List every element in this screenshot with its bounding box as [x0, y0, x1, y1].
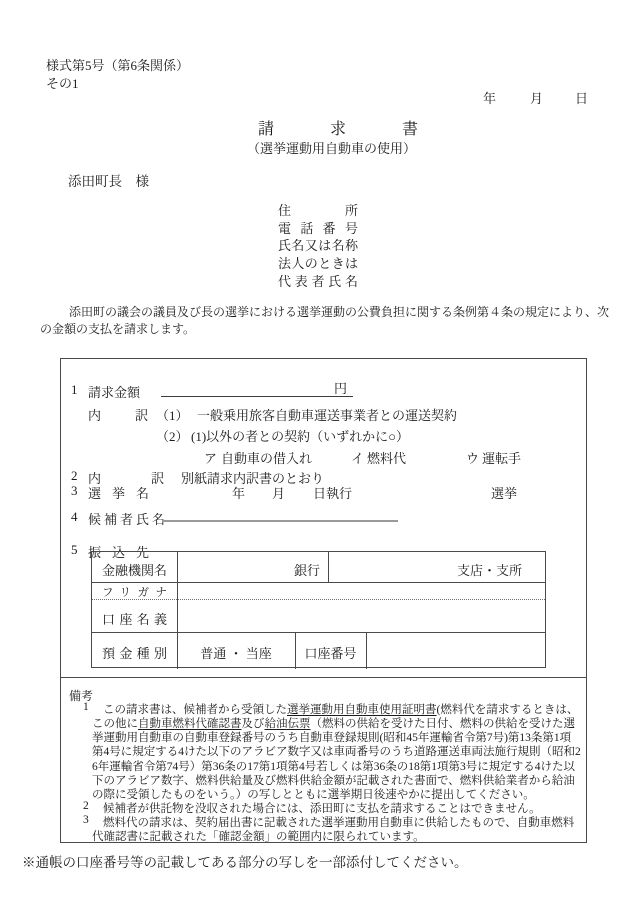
- remark3-no: 3: [83, 814, 89, 826]
- remark1-no: 1: [83, 701, 89, 713]
- remark3-line2: 代確認書に記載された「確認金額」の範囲内に限られています。: [92, 831, 425, 843]
- date-month-label: 月: [530, 91, 544, 106]
- label-furigana: フリガナ: [102, 587, 167, 599]
- addressee: 添田町長 様: [68, 174, 149, 189]
- item1-label: 請求金額: [88, 385, 141, 400]
- remark2-line1: 候補者が供託物を没収された場合には、添田町に支払を請求することはできません。: [103, 803, 541, 815]
- applicant-label-corporate1: 法人のときは: [278, 256, 358, 272]
- breakdown2-no: （2）: [156, 429, 189, 444]
- option-b-label: 燃料代: [367, 451, 407, 466]
- item2-no: 2: [71, 468, 78, 483]
- remark1-line4: 第4号に規定する4けた以下のアラビア数字又は車両番号のうち道路運送車両法施行規則（昭和2: [92, 746, 581, 758]
- option-a-label: 自動車の借入れ: [221, 451, 313, 466]
- item5-label: 振込先: [88, 545, 149, 560]
- doc-subtitle: （選挙運動用自動車の使用）: [247, 141, 417, 156]
- item1-sub-label: 内訳: [88, 408, 148, 423]
- deposit-options: 普通 ・ 当座: [200, 646, 272, 661]
- remark3-line1: 燃料代の請求は、契約届出書に記載された選挙運動用自動車に供給したもので、自動車燃料: [103, 817, 575, 829]
- form-code-sub: その1: [46, 76, 79, 91]
- remark1-line2-c: 及び: [241, 718, 265, 730]
- remark1-line2-e: （燃料の供給を受けた日付、燃料の供給を受けた選: [310, 718, 575, 730]
- remark1-line1-underlined: 選挙運動用自動車使用証明書: [287, 704, 437, 716]
- remark1-line1-c: (燃料代を請求するときは、: [436, 704, 579, 716]
- section-divider: [61, 677, 586, 678]
- item4-label: 候補者氏名: [88, 512, 169, 527]
- claim-box: [60, 358, 587, 843]
- intro-line1: 添田町の議会の議員及び長の選挙における選挙運動の公費負担に関する条例第４条の規定により、次: [69, 305, 610, 319]
- remark1-line3: 挙運動用自動車の自動車登録番号のうち自動車登録規則(昭和45年運輸省令第7号)第13条第1項: [92, 732, 572, 744]
- breakdown1-no: （1）: [156, 408, 189, 423]
- form-code: 様式第5号（第6条関係）: [46, 58, 190, 73]
- candidate-blank-line: [162, 509, 398, 522]
- option-c-key: ウ: [466, 451, 480, 466]
- item3-suffix: 選挙: [491, 486, 518, 501]
- applicant-label-phone: 電話番号: [278, 220, 358, 236]
- item3-month-label: 月: [272, 486, 286, 501]
- remark2-no: 2: [83, 800, 89, 812]
- item5-no: 5: [71, 542, 78, 557]
- item4-no: 4: [71, 509, 78, 524]
- remarks-title: 備考: [69, 689, 94, 703]
- item3-day-label: 日執行: [313, 486, 353, 501]
- date-day-label: 日: [575, 91, 589, 106]
- breakdown1-text: 一般乗用旅客自動車運送事業者との運送契約: [197, 408, 458, 423]
- intro-line2: の金額の支払を請求します。: [40, 322, 196, 336]
- applicant-label-name: 氏名又は名称: [278, 238, 358, 254]
- table-col-divider-accno: [366, 632, 367, 669]
- item2-label: 内訳: [88, 471, 164, 486]
- remark1-line6: 下のアラビア数字、燃料供給量及び燃料供給金額が記載された書面で、燃料供給業者から給油: [92, 775, 575, 787]
- footer-note: ※通帳の口座番号等の記載してある部分の写しを一部添付してください。: [22, 855, 468, 870]
- remark1-line2-a: この他に: [92, 718, 138, 730]
- label-deposit-type: 預金種別: [102, 646, 167, 661]
- bank-suffix: 銀行: [293, 563, 320, 578]
- label-account-name: 口座名義: [102, 612, 167, 627]
- item1-no: 1: [71, 382, 78, 397]
- doc-title: 請求書: [258, 121, 475, 138]
- label-account-number: 口座番号: [304, 646, 357, 661]
- table-row-divider-2: [92, 632, 545, 633]
- item2-text: 別紙請求内訳書のとおり: [181, 471, 325, 486]
- table-row-divider-1: [92, 582, 545, 583]
- remark1-line2-underlined2: 給油伝票: [264, 718, 311, 730]
- applicant-label-corporate2: 代表者氏名: [278, 273, 358, 289]
- item3-no: 3: [71, 483, 78, 498]
- remark1-line2-underlined1: 自動車燃料代確認書: [138, 718, 242, 730]
- bank-table: [91, 551, 546, 668]
- option-c-label: 運転手: [482, 451, 522, 466]
- remark1-line7: の際に受領したものをいう。）の写しとともに選挙期日後速やかに提出してください。: [92, 789, 535, 801]
- date-year-label: 年: [483, 91, 497, 106]
- item3-label: 選挙名: [88, 486, 149, 501]
- remark1-line1-a: この請求書は、候補者から受領した: [103, 704, 287, 716]
- breakdown2-text: (1)以外の者との契約（いずれかに○）: [191, 429, 410, 444]
- item3-year-label: 年: [232, 486, 246, 501]
- remark1-line5: 6年運輸省令第74号）第36条の17第1項第4号若しくは第36条の18第1項第3号に規定する4けた以: [92, 761, 575, 773]
- label-financial-institution: 金融機関名: [102, 563, 168, 578]
- branch-suffix: 支店・支所: [456, 563, 522, 578]
- applicant-label-address: 住所: [278, 203, 358, 218]
- applicant-labels: [278, 202, 358, 291]
- amount-blank-line: 円: [161, 381, 353, 397]
- option-a-key: ア: [204, 451, 218, 466]
- option-b-key: イ: [351, 451, 365, 466]
